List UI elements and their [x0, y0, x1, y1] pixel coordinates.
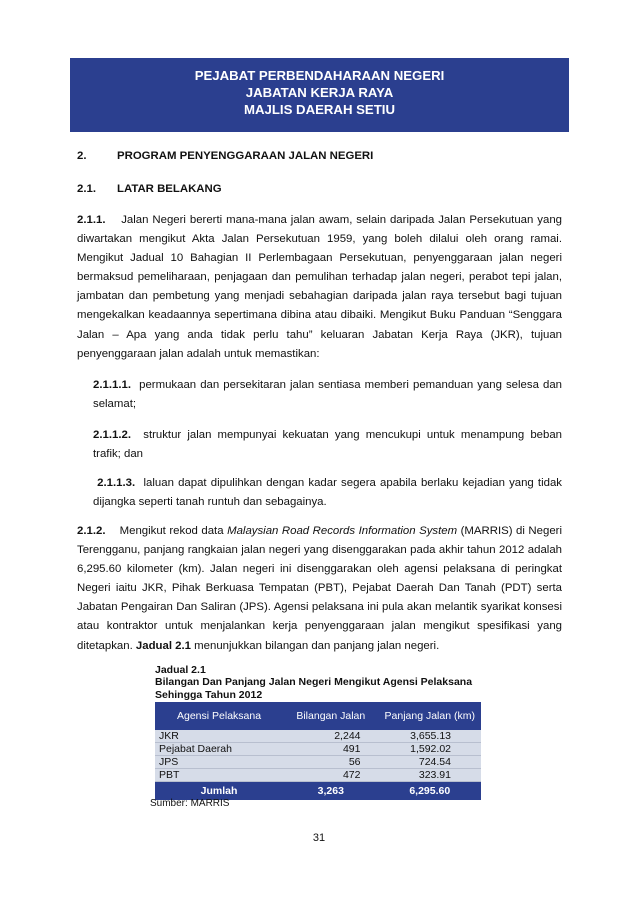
- section-title: LATAR BELAKANG: [117, 183, 222, 195]
- table-row: [155, 743, 481, 756]
- total-length: 6,295.60: [379, 782, 482, 801]
- section-number: 2.1.: [77, 183, 96, 195]
- paragraph-text: permukaan dan persekitaran jalan sentiasa memberi pemanduan yang selesa dan selamat;: [93, 379, 562, 411]
- paragraph-text-2: (MARRIS) di Negeri Terengganu, panjang rangkaian jalan negeri yang disenggarakan pada akhir tahun 2012 adalah 6,295.60 kilometer (km). Jalan negeri ini disenggarakan oleh agensi pelaksana di peringkat Negeri iaitu JKR, Pihak Berkuasa Tempatan (PBT), Pejabat Daerah Dan Tanah (PDT) serta Jabatan Pengairan Dan Saliran (JPS). Agensi pelaksana ini pula akan melantik syarikat konsesi atau kontraktor untuk menjalankan kerja penyenggaraan jalan mengikut spesifikasi yang ditetapkan.: [77, 525, 562, 652]
- header-length: Panjang Jalan (km): [379, 702, 482, 730]
- header-count: Bilangan Jalan: [283, 702, 378, 730]
- paragraph-number: 2.1.1.1.: [93, 379, 131, 391]
- header-agency: Agensi Pelaksana: [155, 702, 283, 730]
- cell-count: 472: [283, 769, 378, 782]
- paragraph-text-1: Mengikut rekod data: [119, 525, 228, 537]
- paragraph-2-1-1-1: [93, 376, 562, 414]
- paragraph-2-1-2: [77, 522, 562, 656]
- paragraph-number: 2.1.2.: [77, 525, 106, 537]
- banner-line-2: JABATAN KERJA RAYA: [245, 85, 394, 100]
- paragraph-text: laluan dapat dipulihkan dengan kadar segera apabila berlaku kejadian yang tidak dijangka seperti tanah runtuh dan sebagainya.: [93, 477, 562, 509]
- total-count: 3,263: [283, 782, 378, 801]
- table-row: [155, 756, 481, 769]
- cell-length: 323.91: [379, 769, 482, 782]
- paragraph-text: struktur jalan mempunyai kekuatan yang mencukupi untuk menampung beban trafik; dan: [93, 429, 562, 461]
- paragraph-number: 2.1.1.: [77, 214, 106, 226]
- table-caption-number: Jadual 2.1: [155, 664, 206, 676]
- data-table: [155, 702, 481, 800]
- cell-agency: Pejabat Daerah: [155, 743, 283, 756]
- paragraph-number: 2.1.1.3.: [97, 477, 136, 489]
- page-number: 31: [312, 832, 326, 844]
- cell-length: 724.54: [379, 756, 482, 769]
- paragraph-2-1-1: [77, 211, 562, 364]
- table-reference: Jadual 2.1: [135, 639, 191, 652]
- paragraph-2-1-1-2: [93, 426, 562, 464]
- total-label: Jumlah: [155, 782, 283, 801]
- cell-count: 491: [283, 743, 378, 756]
- banner-line-1: PEJABAT PERBENDAHARAAN NEGERI: [194, 68, 445, 83]
- paragraph-italic: Malaysian Road Records Information System: [227, 525, 458, 537]
- paragraph-number: 2.1.1.2.: [93, 429, 131, 441]
- table-source: Sumber: MARRIS: [150, 798, 230, 809]
- cell-count: 56: [283, 756, 378, 769]
- table-caption: [155, 664, 472, 701]
- cell-length: 1,592.02: [379, 743, 482, 756]
- cell-agency: JKR: [155, 730, 283, 743]
- section-heading-2-1: [77, 183, 222, 195]
- header-banner: [70, 58, 569, 132]
- cell-count: 2,244: [283, 730, 378, 743]
- paragraph-2-1-1-3: [93, 474, 562, 512]
- table-row: [155, 769, 481, 782]
- table-caption-subtitle: Sehingga Tahun 2012: [155, 688, 263, 701]
- table-header-row: [155, 702, 481, 730]
- table-row: [155, 730, 481, 743]
- cell-agency: PBT: [155, 769, 283, 782]
- cell-length: 3,655.13: [379, 730, 482, 743]
- section-heading-2: [77, 150, 373, 162]
- table-caption-title: Bilangan Dan Panjang Jalan Negeri Mengikut Agensi Pelaksana: [155, 676, 473, 689]
- section-title: PROGRAM PENYENGGARAAN JALAN NEGERI: [117, 150, 374, 162]
- section-number: 2.: [77, 150, 87, 162]
- paragraph-text: Jalan Negeri bererti mana-mana jalan awam, selain daripada Jalan Persekutuan yang diwartakan mengikut Akta Jalan Persekutuan 1959, yang boleh dilalui oleh orang ramai. Mengikut Jadual 10 Bahagian II Perlembagaan Persekutuan, penyenggaraan jalan negeri bermaksud pemeliharaan, penjagaan dan pemulihan terhadap jalan negeri, perabot tepi jalan, jambatan dan pembetung yang menjadi sebahagian daripada jalan raya tersebut bagi tujuan mengekalkan keadaannya sepertimana dibina atau dibaiki. Mengikut Buku Panduan “Senggara Jalan – Apa yang anda tidak perlu tahu” keluaran Jabatan Kerja Raya (JKR), tujuan penyenggaraan jalan adalah untuk memastikan:: [77, 214, 562, 360]
- banner-line-3: MAJLIS DAERAH SETIU: [244, 102, 395, 117]
- cell-agency: JPS: [155, 756, 283, 769]
- paragraph-text-3: menunjukkan bilangan dan panjang jalan negeri.: [191, 639, 440, 652]
